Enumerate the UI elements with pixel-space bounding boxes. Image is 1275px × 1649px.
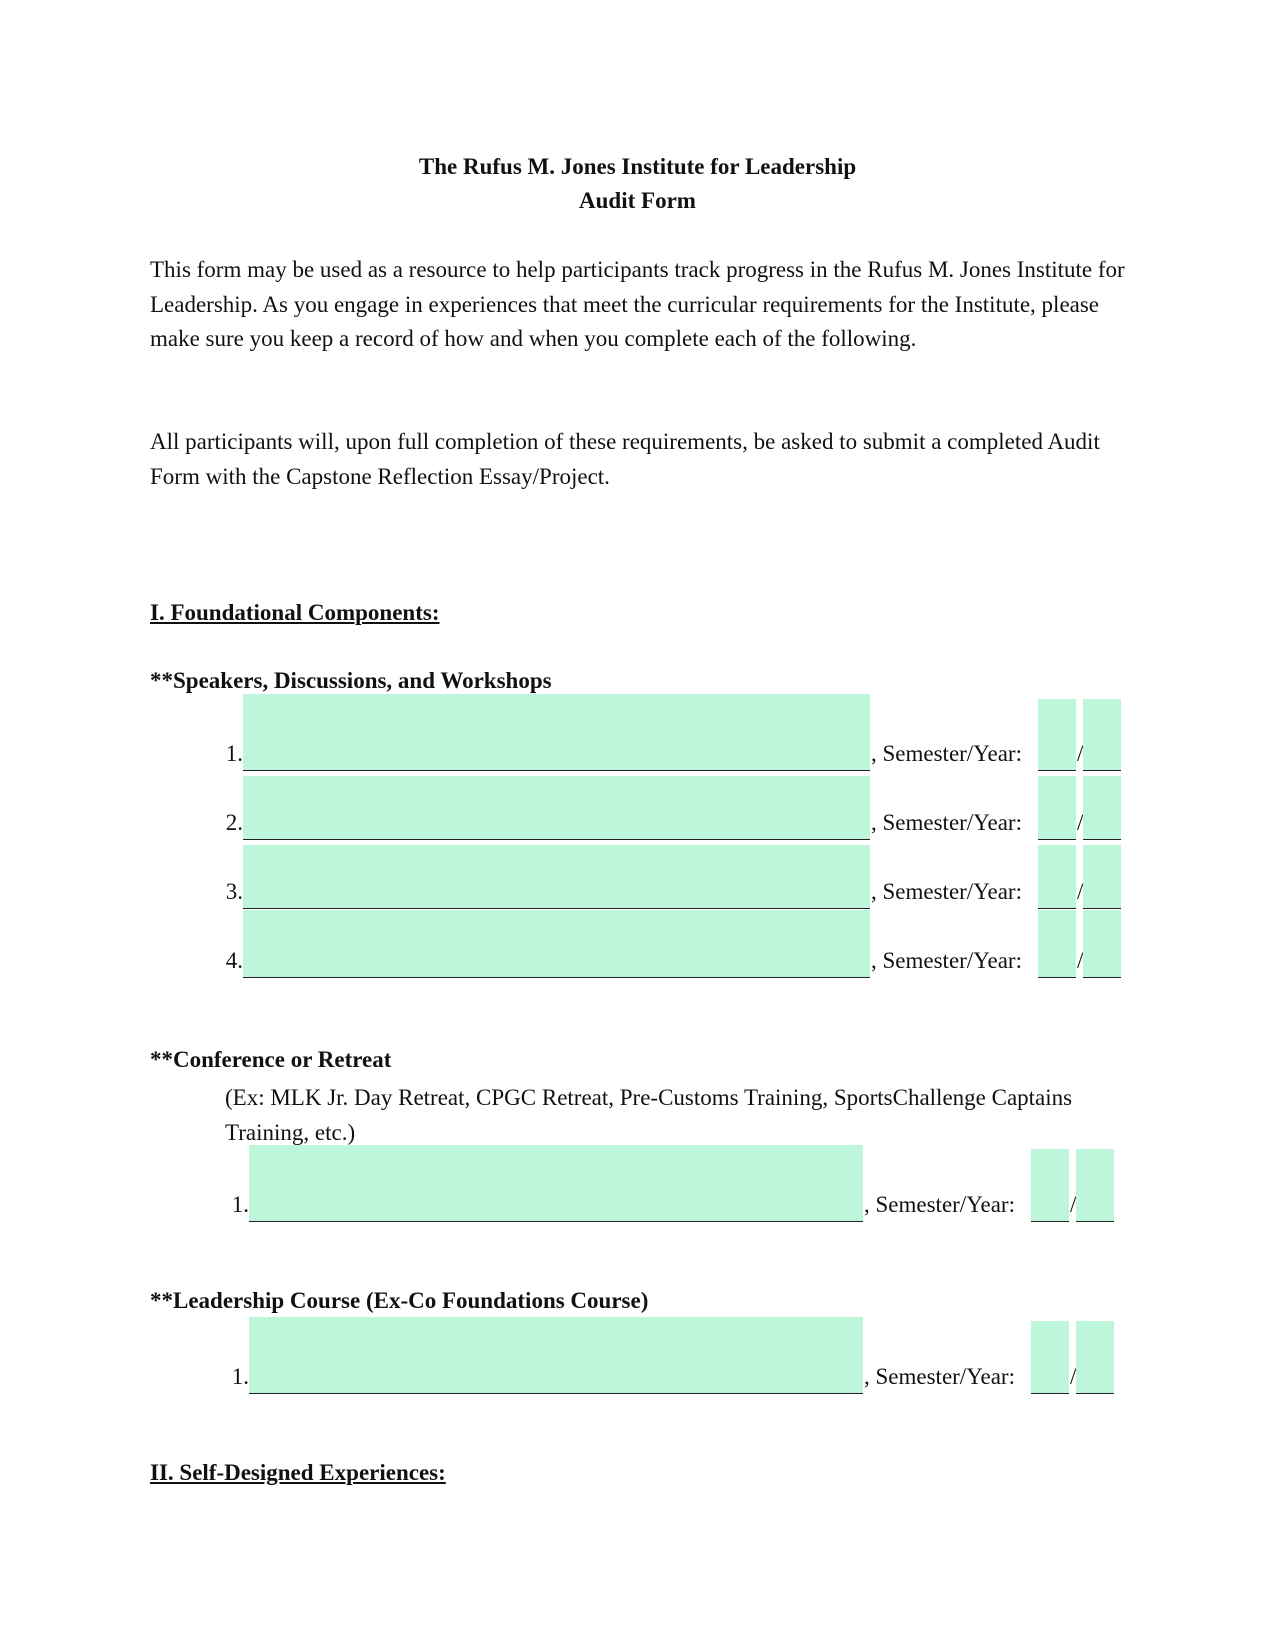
intro-text-1: This form may be used as a resource to help participants track progress in the Rufus M. Jones Institute for Leadership. As you engage in experiences that meet the curricular requirements for the Institute, please make sure you keep a record of how and when you complete each of the following. <box>150 257 1125 351</box>
date-slash: / <box>1077 948 1084 973</box>
title-line-2: Audit Form <box>579 188 696 213</box>
conference-name-field[interactable] <box>249 1145 863 1222</box>
speaker-entry-row <box>215 806 1125 840</box>
semester-year-label: , Semester/Year: <box>864 1192 1015 1217</box>
speaker-name-field-4[interactable] <box>243 910 870 978</box>
title-line-1: The Rufus M. Jones Institute for Leadership <box>418 154 857 179</box>
subheading-speakers: **Speakers, Discussions, and Workshops <box>150 668 552 693</box>
date-slash: / <box>1077 741 1084 766</box>
row-number: 1. <box>231 1364 249 1389</box>
subheading-leadership-course: **Leadership Course (Ex-Co Foundations Course) <box>150 1288 649 1313</box>
date-slash: / <box>1070 1364 1077 1389</box>
semester-field-1[interactable] <box>1038 699 1076 771</box>
year-field-2[interactable] <box>1083 776 1121 840</box>
semester-year-label: , Semester/Year: <box>871 741 1022 766</box>
document-title <box>0 150 1275 218</box>
speaker-name-field-1[interactable] <box>243 694 870 771</box>
intro-paragraph-2 <box>150 425 1135 494</box>
conference-semester-field[interactable] <box>1031 1149 1069 1222</box>
year-field-3[interactable] <box>1083 845 1121 909</box>
semester-year-label: , Semester/Year: <box>871 879 1022 904</box>
speaker-name-field-3[interactable] <box>243 845 870 909</box>
semester-year-label: , Semester/Year: <box>871 810 1022 835</box>
year-field-4[interactable] <box>1083 910 1121 978</box>
row-number: 3. <box>225 879 243 904</box>
year-field-1[interactable] <box>1083 699 1121 771</box>
conference-examples-note: (Ex: MLK Jr. Day Retreat, CPGC Retreat, Pre-Customs Training, SportsChallenge Captains Training, etc.) <box>225 1085 1073 1145</box>
course-name-field[interactable] <box>249 1317 863 1394</box>
conference-year-field[interactable] <box>1076 1149 1114 1222</box>
row-number: 4. <box>225 948 243 973</box>
row-number: 1. <box>231 1192 249 1217</box>
date-slash: / <box>1070 1192 1077 1217</box>
course-entry-row <box>221 1360 1131 1394</box>
speaker-entry-row <box>215 875 1125 909</box>
speaker-entry-row <box>215 944 1125 978</box>
semester-field-3[interactable] <box>1038 845 1076 909</box>
row-number: 2. <box>225 810 243 835</box>
section-heading-foundational: I. Foundational Components: <box>150 600 440 625</box>
conference-entry-row <box>221 1188 1131 1222</box>
section-heading-self-designed: II. Self-Designed Experiences: <box>150 1460 446 1485</box>
date-slash: / <box>1077 810 1084 835</box>
course-year-field[interactable] <box>1076 1321 1114 1394</box>
intro-paragraph-1 <box>150 253 1135 357</box>
date-slash: / <box>1077 879 1084 904</box>
speaker-name-field-2[interactable] <box>243 776 870 840</box>
semester-year-label: , Semester/Year: <box>871 948 1022 973</box>
semester-field-2[interactable] <box>1038 776 1076 840</box>
semester-year-label: , Semester/Year: <box>864 1364 1015 1389</box>
speaker-entry-row <box>215 737 1125 771</box>
intro-text-2: All participants will, upon full completion of these requirements, be asked to submit a completed Audit Form with the Capstone Reflection Essay/Project. <box>150 429 1100 489</box>
course-semester-field[interactable] <box>1031 1321 1069 1394</box>
subheading-conference: **Conference or Retreat <box>150 1047 392 1072</box>
semester-field-4[interactable] <box>1038 910 1076 978</box>
row-number: 1. <box>225 741 243 766</box>
